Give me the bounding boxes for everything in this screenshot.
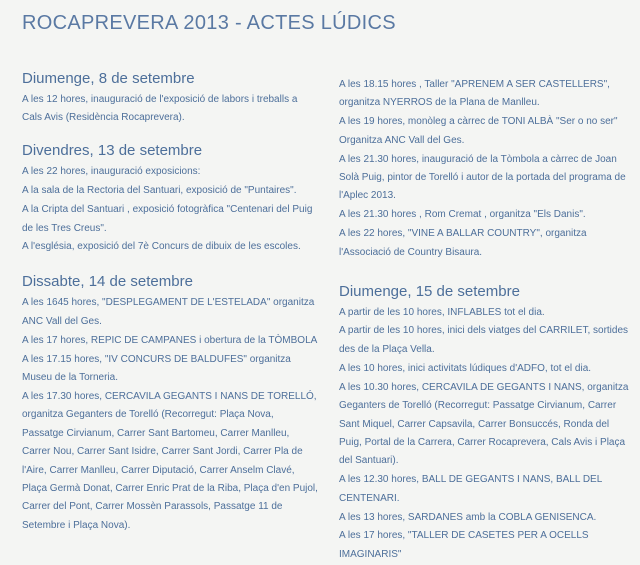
event-item: A partir de les 10 hores, INFLABLES tot el dia. [339,306,545,318]
day-heading: Diumenge, 15 de setembre [339,282,520,300]
day-heading: Divendres, 13 de setembre [22,142,203,160]
page-title: ROCAPREVERA 2013 - ACTES LÚDICS [22,12,396,34]
event-item: A les 17.30 hores, CERCAVILA GEGANTS I NANS DE TORELLÓ, organitza Geganters de Torelló (Recorregut: Plaça Nova, Passatge Cirvianum, Carrer Sant Bartomeu, Carrer Manlleu, Carrer Nou, Carrer Sant Isidre, Carrer Sant Jordi, Carrer Pla de l'Aire, Carrer Manlleu, Carrer Diputació, Carrer Anselm Clavé, Plaça Germà Donat, Carrer Enric Prat de la Riba, Plaça d'en Pujol, Carrer del Pont, Carrer Mossèn Parassols, Passatge 11 de Setembre i Plaça Nova). [22,390,318,531]
saturday-continued [339,76,633,262]
event-item: A les 10 hores, inici activitats lúdiques d'ADFO, tot el dia. [339,362,592,374]
left-column [22,70,318,536]
day-section-sunday-15 [339,283,633,565]
event-item: A la Cripta del Santuari , exposició fotogràfica "Centenari del Puig de les Tres Creus". [22,204,313,234]
event-item: A les 17 hores, "TALLER DE CASETES PER A OCELLS IMAGINARIS" [339,530,589,560]
event-item: A les 22 hores, inauguració exposicions: [22,166,201,178]
event-item: A les 12.30 hores, BALL DE GEGANTS I NANS, BALL DEL CENTENARI. [339,474,602,504]
event-item: A les 22 hores, "VINE A BALLAR COUNTRY", organitza l'Associació de Country Bisaura. [339,228,587,258]
event-item: A les 13 hores, SARDANES amb la COBLA GENISENCA. [339,511,597,523]
event-item: A les 21.30 hores , Rom Cremat , organitza "Els Danis". [339,209,586,221]
event-item: A la sala de la Rectoria del Santuari, exposició de "Puntaires". [22,185,297,197]
day-section-sunday-8 [22,70,318,128]
event-item: A partir de les 10 hores, inici dels viatges del CARRILET, sortides des de la Plaça Vella. [339,325,629,355]
event-item: A les 21.30 hores, inauguració de la Tòmbola a càrrec de Joan Solà Puig, pintor de Torelló i autor de la portada del programa de l'Aplec 2013. [339,153,626,202]
event-item: A les 1645 hores, "DESPLEGAMENT DE L'ESTELADA" organitza ANC Vall del Ges. [22,297,315,327]
event-item: A les 17.15 hores, "IV CONCURS DE BALDUFES" organitza Museu de la Torneria. [22,353,291,383]
day-section-friday-13 [22,142,318,257]
right-column [339,76,633,565]
day-section-saturday-14 [22,273,318,535]
event-item: A les 17 hores, REPIC DE CAMPANES i obertura de la TÒMBOLA [22,334,318,346]
day-heading: Diumenge, 8 de setembre [22,70,195,87]
event-item: A les 18.15 hores , Taller "APRENEM A SER CASTELLERS", organitza NYERROS de la Plana de Manlleu. [339,79,610,109]
event-item: A les 12 hores, inauguració de l'exposició de labors i treballs a Cals Avis (Residència Rocaprevera). [22,94,298,124]
day-heading: Dissabte, 14 de setembre [22,273,193,291]
event-item: A les 19 hores, monòleg a càrrec de TONI ALBÀ "Ser o no ser" Organitza ANC Vall del Ges. [339,116,618,146]
event-item: A les 10.30 hores, CERCAVILA DE GEGANTS I NANS, organitza Geganters de Torelló (Recorregut: Passatge Cirvianum, Carrer Sant Miquel, Carrer Capsavila, Carrer Bonsuccés, Ronda del Puig, Portal de la Carrera, Carrer Rocaprevera, Cals Avis i Plaça del Santuari). [339,381,629,467]
event-item: A l'església, exposició del 7è Concurs de dibuix de les escoles. [22,241,301,253]
